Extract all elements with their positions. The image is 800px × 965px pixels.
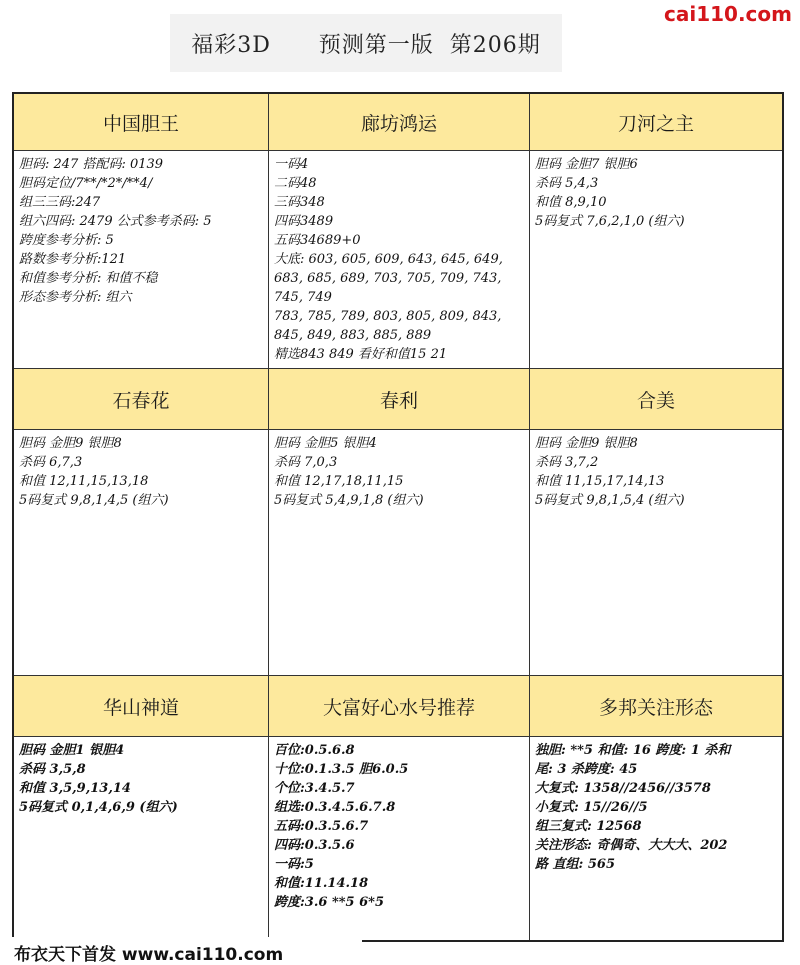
text-line: 胆码定位/7**/*2*/**4/ xyxy=(19,176,153,191)
text-line: 5码复式 5,4,9,1,8 (组六) xyxy=(274,493,424,508)
text-line: 组三三码:247 xyxy=(19,195,101,210)
text-line: 一码:5 xyxy=(274,857,314,872)
text-line: 和值:11.14.18 xyxy=(274,876,369,891)
text-line: 和值 11,15,17,14,13 xyxy=(535,474,665,489)
text-line: 胆码 金胆5 银胆4 xyxy=(274,436,377,451)
section-body-duobang-guanzhu xyxy=(530,737,782,940)
text-line: 大底: 603, 605, 609, 643, 645, 649, xyxy=(274,252,503,267)
text-line: 跨度参考分析: 5 xyxy=(19,233,114,248)
text-line: 十位:0.1.3.5 胆6.0.5 xyxy=(274,762,409,777)
section-header-langfang-hongyun: 廊坊鸿运 xyxy=(269,94,530,151)
text-line: 尾: 3 杀跨度: 45 xyxy=(535,762,638,777)
text-line: 745, 749 xyxy=(274,290,332,305)
text-line: 四码3489 xyxy=(274,214,334,229)
text-line: 783, 785, 789, 803, 805, 809, 843, xyxy=(274,309,502,324)
text-line: 个位:3.4.5.7 xyxy=(274,781,355,796)
text-line: 5码复式 9,8,1,5,4 (组六) xyxy=(535,493,685,508)
text-line: 关注形态: 奇偶奇、大大大、202 xyxy=(535,838,728,853)
text-line: 精选843 849 看好和值15 21 xyxy=(274,347,448,362)
text-line: 形态参考分析: 组六 xyxy=(19,290,132,305)
text-line: 杀码 6,7,3 xyxy=(19,455,83,470)
text-line: 胆码: 247 搭配码: 0139 xyxy=(19,157,164,172)
text-line: 杀码 3,5,8 xyxy=(19,762,86,777)
text-line: 路 直组: 565 xyxy=(535,857,615,872)
text-line: 和值参考分析: 和值不稳 xyxy=(19,271,158,286)
text-line: 组选:0.3.4.5.6.7.8 xyxy=(274,800,396,815)
text-line: 五码:0.3.5.6.7 xyxy=(274,819,369,834)
section-body-huashan-shendao xyxy=(14,737,269,940)
text-line: 胆码 金胆1 银胆4 xyxy=(19,743,125,758)
section-body-daohe-zhizhu xyxy=(530,151,782,369)
text-line: 杀码 5,4,3 xyxy=(535,176,599,191)
footer-source-text[interactable]: 布衣天下首发 www.cai110.com xyxy=(14,945,284,965)
text-line: 胆码 金胆9 银胆8 xyxy=(19,436,122,451)
site-logo[interactable]: cai110.com xyxy=(664,2,792,26)
text-line: 和值 12,11,15,13,18 xyxy=(19,474,149,489)
text-line: 5码复式 0,1,4,6,9 (组六) xyxy=(19,800,178,815)
text-line: 小复式: 15//26//5 xyxy=(535,800,648,815)
section-header-chunli: 春利 xyxy=(269,369,530,430)
text-line: 跨度:3.6 **5 6*5 xyxy=(274,895,384,910)
section-header-hemei: 合美 xyxy=(530,369,782,430)
text-line: 组六四码: 2479 公式参考杀码: 5 xyxy=(19,214,212,229)
page-title: 福彩3D 预测第一版 第206期 xyxy=(170,14,562,72)
section-header-shi-chunhua: 石春花 xyxy=(14,369,269,430)
text-line: 845, 849, 883, 885, 889 xyxy=(274,328,432,343)
text-line: 683, 685, 689, 703, 705, 709, 743, xyxy=(274,271,502,286)
section-body-langfang-hongyun xyxy=(269,151,530,369)
section-body-chunli xyxy=(269,430,530,676)
text-line: 三码348 xyxy=(274,195,325,210)
section-body-hemei xyxy=(530,430,782,676)
text-line: 路数参考分析:121 xyxy=(19,252,127,267)
text-line: 大复式: 1358//2456//3578 xyxy=(535,781,711,796)
text-line: 和值 12,17,18,11,15 xyxy=(274,474,404,489)
text-line: 和值 3,5,9,13,14 xyxy=(19,781,131,796)
text-line: 胆码 金胆9 银胆8 xyxy=(535,436,638,451)
text-line: 四码:0.3.5.6 xyxy=(274,838,355,853)
text-line: 胆码 金胆7 银胆6 xyxy=(535,157,638,172)
section-body-zhongguo-danwang xyxy=(14,151,269,369)
section-body-shi-chunhua xyxy=(14,430,269,676)
text-line: 杀码 3,7,2 xyxy=(535,455,599,470)
text-line: 组三复式: 12568 xyxy=(535,819,642,834)
section-body-dafu-haoxinshui xyxy=(269,737,530,940)
text-line: 和值 8,9,10 xyxy=(535,195,607,210)
text-line: 百位:0.5.6.8 xyxy=(274,743,355,758)
section-header-duobang-guanzhu: 多邦关注形态 xyxy=(530,676,782,737)
text-line: 二码48 xyxy=(274,176,317,191)
text-line: 一码4 xyxy=(274,157,309,172)
prediction-grid xyxy=(12,92,784,942)
text-line: 5码复式 9,8,1,4,5 (组六) xyxy=(19,493,169,508)
section-header-huashan-shendao: 华山神道 xyxy=(14,676,269,737)
section-header-dafu-haoxinshui: 大富好心水号推荐 xyxy=(269,676,530,737)
text-line: 杀码 7,0,3 xyxy=(274,455,338,470)
text-line: 5码复式 7,6,2,1,0 (组六) xyxy=(535,214,685,229)
section-header-zhongguo-danwang: 中国胆王 xyxy=(14,94,269,151)
text-line: 独胆: **5 和值: 16 跨度: 1 杀和 xyxy=(535,743,731,758)
text-line: 五码34689+0 xyxy=(274,233,361,248)
section-header-daohe-zhizhu: 刀河之主 xyxy=(530,94,782,151)
